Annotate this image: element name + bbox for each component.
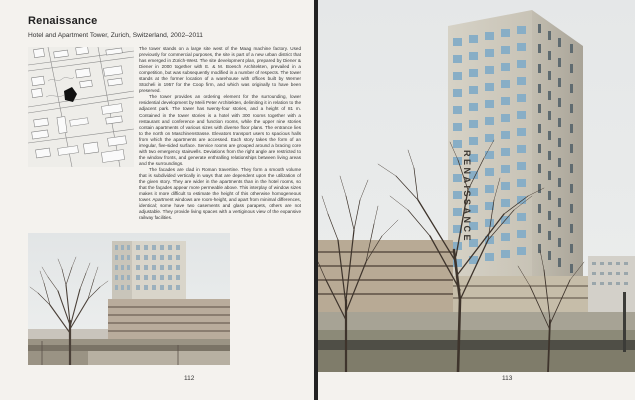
street-view-photo bbox=[28, 233, 230, 365]
building-sign: RENAISSANCE bbox=[462, 150, 472, 244]
page-title: Renaissance bbox=[28, 15, 98, 27]
tower-photo bbox=[318, 0, 635, 372]
tower-illustration bbox=[318, 0, 635, 372]
article-paragraph: The tower provides an ordering element for the surrounding, lower residential development by Meili Peter Architekten, delimiting it in relation to the adjacent park. The tower has twenty-four stories, and a height of 81 m. Contained in the tower stories is a hotel with 300 rooms together with a restaurant and conference and function rooms, while the upper nine stories contain apartments of various sizes with diverse floor plans. The entrance lies to the north on Maschinenstrasse. Elevators transport users to spacious halls from which the apartments are accessed. Each story takes the form of an irregular, five-sided surface. Service rooms are grouped around a bracing core with two emergency stairwells. Deviations from the right angle are restricted to the window fronts, and generate enthralling relationships between living areas and the surroundings. bbox=[139, 94, 301, 166]
page-number-left: 112 bbox=[184, 375, 195, 382]
left-page bbox=[0, 0, 314, 400]
page-number-right: 113 bbox=[502, 375, 513, 382]
site-plan-drawing bbox=[28, 47, 134, 167]
right-page bbox=[318, 0, 635, 400]
article-paragraph: The tower stands on a large site west of the Maag machine factory. Used previously for commercial purposes, the site is part of a new urban district that has emerged in Zürich-West. The site development plan, prepared by Diener & Diener in 2000 together with E. & M. Boesch Architekten, prevailed in a competition, but was subsequently modified in a number of respects. The tower stands at the former location of a warehouse with offices built by Werner Stücheli in 1957 for the Coop firm, and which was originally to have been preserved. bbox=[139, 46, 301, 94]
street-view-illustration bbox=[28, 233, 230, 365]
site-plan-map bbox=[28, 47, 134, 167]
page-subtitle: Hotel and Apartment Tower, Zurich, Switzerland, 2002–2011 bbox=[28, 32, 203, 39]
article-paragraph: The facades are clad in Roman travertine. They form a smooth volume that is subdivided vertically in ways that are dependent upon the utilization of the given story. They are wider in the apartments than in the hotel rooms, so that the façades appear more permeable above. This interplay of window sizes makes it more difficult to estimate the height of this otherwise homogeneous tower. Apartment windows are room-height, and apart from minimal differences, identical; some have two casements and glass parapets, others are not adjustable. They provide living spaces with a vertiginous view of the expansive railway facilities. bbox=[139, 166, 301, 221]
article-body bbox=[139, 46, 301, 221]
